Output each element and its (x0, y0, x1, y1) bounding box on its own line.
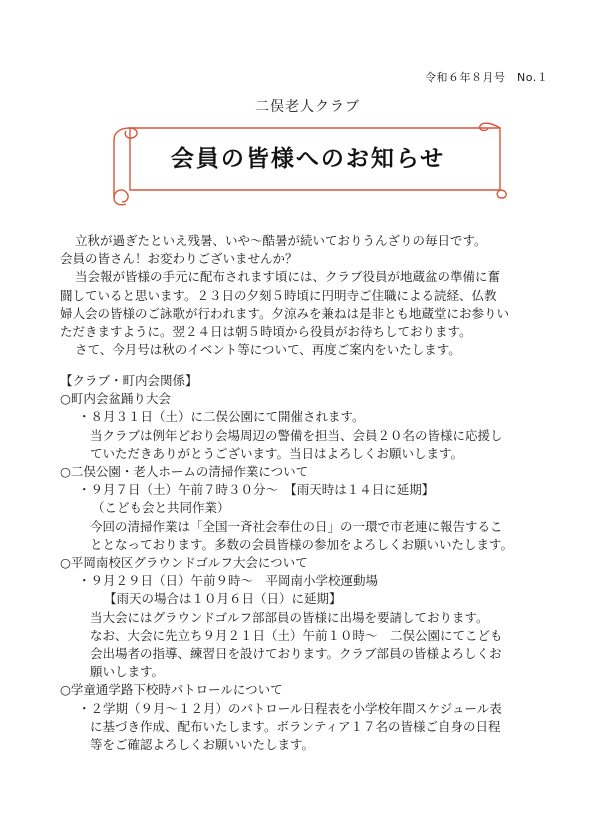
club-name: 二俣老人クラブ (255, 99, 360, 115)
item-line: 当クラブは例年どおり会場周辺の警備を担当、会員２０名の皆様に応援し (90, 427, 503, 443)
item-line: 会出場者の指導、練習日を設けております。クラブ部員の皆様よろしくお (90, 646, 502, 662)
item-sub: （こども会と共同作業） (92, 500, 230, 516)
intro-line: 闘していると思います。２３日の夕刻５時頃に円明寺ご住職による読経、仏教 (60, 287, 497, 303)
item-schedule: ・２学期（９月～１２月）のパトロール日程表を小学校年間スケジュール表 (78, 700, 502, 716)
item-title: ○町内会盆踊り大会 (60, 391, 171, 407)
item-title: ○二俣公園・老人ホームの清掃作業について (60, 464, 309, 480)
item-line: 今回の清掃作業は「全国一斉社会奉仕の日」の一環で市老連に報告するこ (90, 518, 503, 534)
intro-paragraph (60, 232, 570, 359)
item-schedule: ・８月３１日（土）に二俣公園にて開催されます。 (78, 409, 365, 425)
section-heading: 【クラブ・町内会関係】 (60, 373, 198, 388)
item-line: 等をご確認よろしくお願いいたします。 (90, 737, 315, 753)
intro-line: 立秋が過ぎたといえ残暑、いや～酷暑が続いておりうんざりの毎日です。 (75, 233, 487, 248)
item-line: 当大会にはグラウンドゴルフ部部員の皆様に出場を要請しております。 (90, 609, 489, 625)
item-title: ○学童通学路下校時パトロールについて (60, 682, 283, 698)
intro-line: 当会報が皆様の手元に配布されます頃には、クラブ役員が地蔵盆の準備に奮 (75, 269, 501, 285)
item-sub: 【雨天の場合は１０月６日（日）に延期】 (104, 591, 342, 607)
item-line: ていただきありがとうございます。当日はよろしくお願いします。 (90, 445, 464, 461)
item-line: ととなっております。多数の会員皆様の参加をよろしくお願いいたします。 (90, 536, 514, 552)
intro-line: さて、今月号は秋のイベント等について、再度ご案内をいたします。 (75, 342, 461, 358)
item-line: なお、大会に先立ち９月２１日（土）午前１０時～ 二俣公園にてこども (90, 627, 503, 643)
item-schedule: ・９月７日（土）午前７時３０分～ 【雨天時は１４日に延期】 (78, 482, 435, 498)
issue-date: 令和６年８月号 No.１ (425, 71, 549, 84)
intro-line: 会員の皆さん！お変わりございませんか？ (60, 251, 298, 267)
intro-line: ただきますように。翌２４日は朝５時頃から役員がお待ちしております。 (60, 324, 472, 340)
item-schedule: ・９月２９日（日）午前９時～ 平岡南小学校運動場 (78, 573, 379, 589)
club-section (60, 372, 580, 754)
item-line: 願いします。 (90, 664, 165, 680)
item-line: に基づき作成、配布いたします。ボランティア１７名の皆様ご自身の日程 (90, 718, 501, 734)
notice-title: 会員の皆様へのお知らせ (170, 146, 446, 172)
item-title: ○平岡南校区グラウンドゴルフ大会について (60, 555, 308, 571)
intro-line: 婦人会の皆様のご詠歌が行われます。夕涼みを兼ねは是非とも地蔵堂にお参りい (60, 305, 510, 321)
title-banner (108, 118, 508, 206)
